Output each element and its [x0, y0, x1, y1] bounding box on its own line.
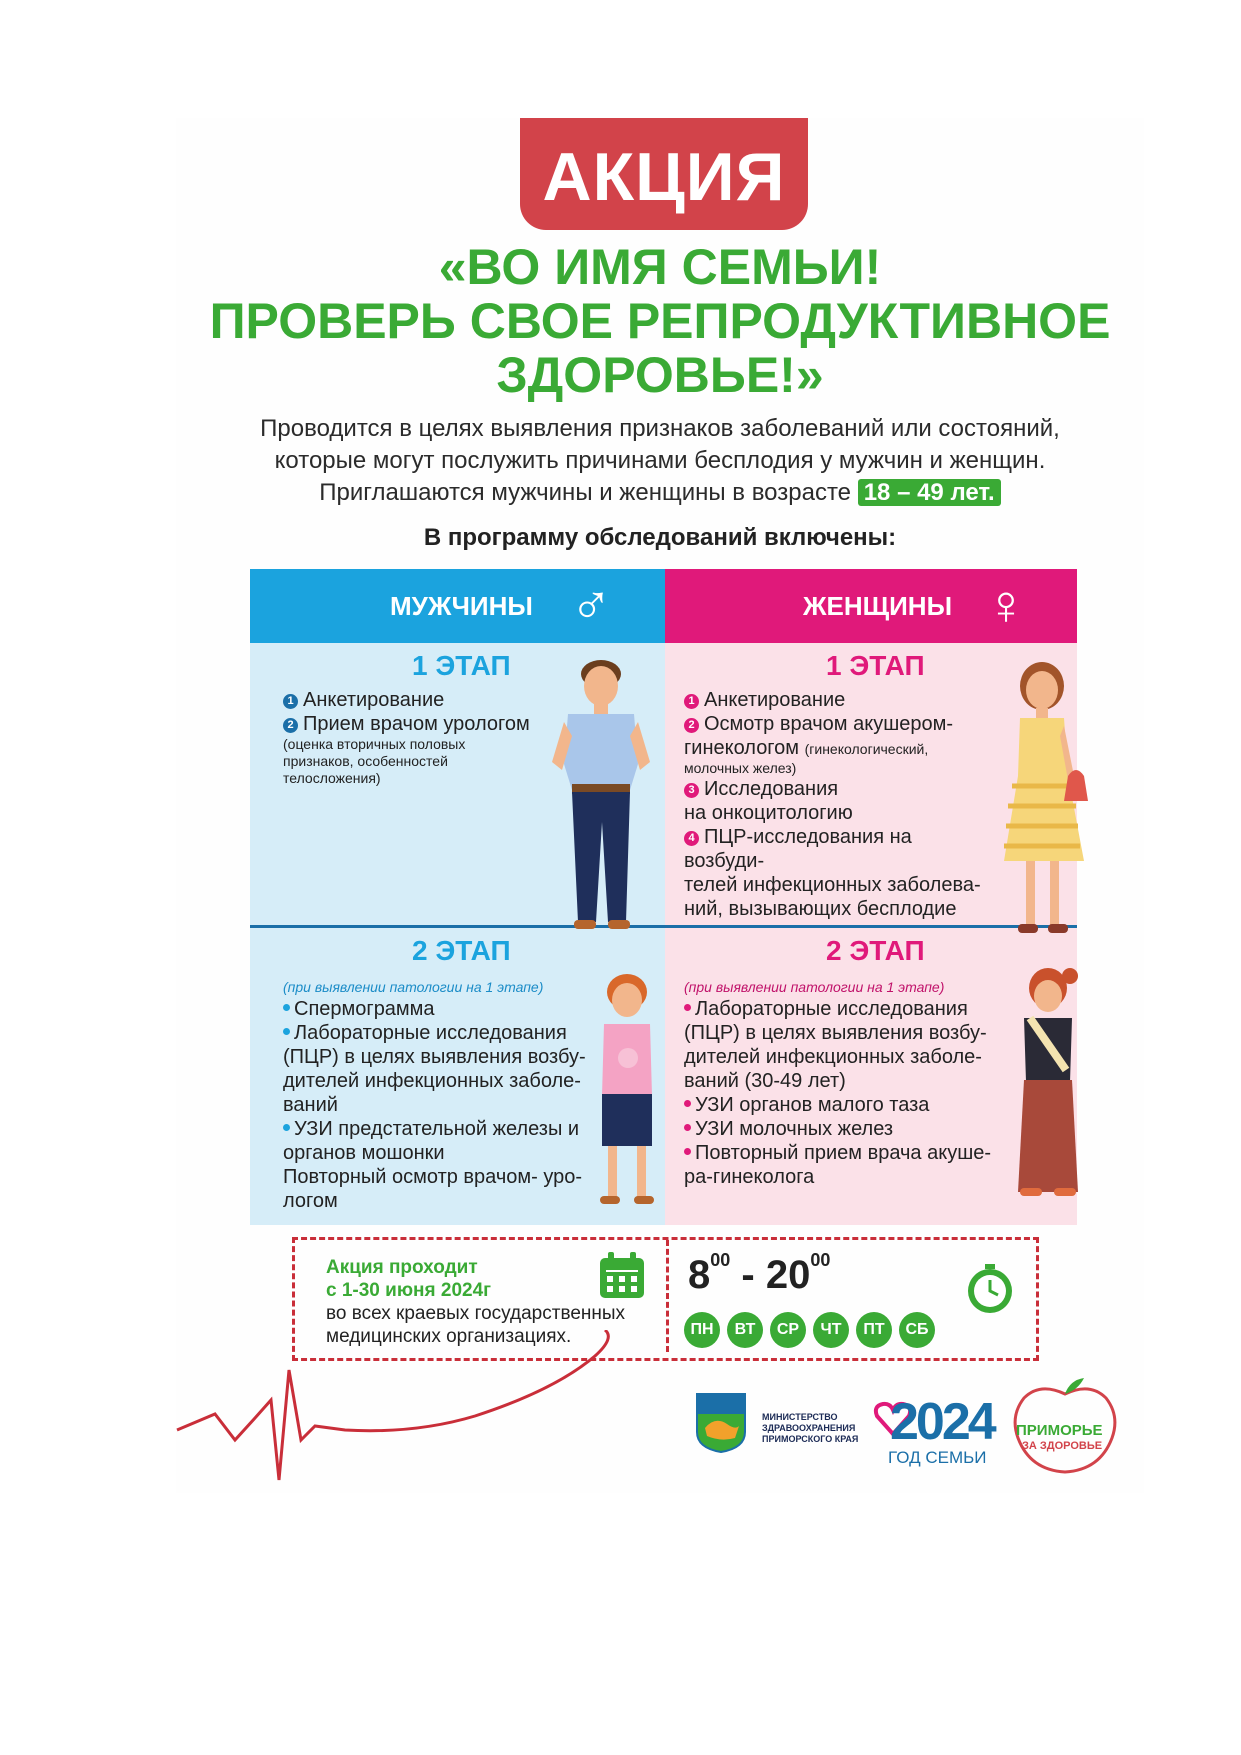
program-title: В программу обследований включены: — [423, 524, 897, 551]
list-item-cont: ваний (30-49 лет) — [684, 1070, 846, 1092]
primorye-logo-sub: ЗА ЗДОРОВЬЕ — [1022, 1440, 1103, 1452]
list-item: Лабораторные исследования — [283, 1021, 593, 1045]
women-header-label: ЖЕНЩИНЫ — [803, 591, 953, 621]
list-item-cont: ний, вызывающих бесплодие — [684, 898, 957, 920]
weekdays — [684, 1312, 942, 1348]
list-item: Спермограмма — [283, 997, 593, 1021]
primorye-logo: ПРИМОРЬЕ — [1016, 1422, 1103, 1439]
day-badge: ВТ — [727, 1312, 763, 1348]
day-badge: ПТ — [856, 1312, 892, 1348]
calendar-icon — [597, 1250, 647, 1300]
list-item-cont: органов мошонки — [283, 1142, 445, 1164]
list-item: УЗИ органов малого таза — [684, 1093, 1004, 1117]
year-logo: 2024 — [890, 1393, 994, 1451]
intro-line: которые могут послужить причинами бесплодия у мужчин и женщин. — [274, 447, 1046, 474]
headline-line: ЗДОРОВЬЕ!» — [496, 347, 824, 403]
bullet-icon — [684, 1124, 691, 1131]
day-badge: ЧТ — [813, 1312, 849, 1348]
women-stage1-list — [684, 688, 994, 921]
women-stage2-title: 2 ЭТАП — [826, 935, 925, 966]
ministry-logo-text: МИНИСТЕРСТВО ЗДРАВООХРАНЕНИЯ ПРИМОРСКОГО КРАЯ — [762, 1412, 859, 1444]
list-item: 3 Исследования — [684, 777, 994, 801]
number-marker: 3 — [684, 783, 699, 798]
list-item-cont: телей инфекционных заболева- — [684, 874, 981, 896]
women-stage2-list — [684, 997, 1004, 1189]
list-item-cont: дителей инфекционных заболе- — [684, 1046, 982, 1068]
number-marker: 4 — [684, 831, 699, 846]
list-item-cont: логом — [283, 1190, 338, 1212]
bullet-icon — [684, 1100, 691, 1107]
bullet-icon — [283, 1004, 290, 1011]
headline — [200, 240, 1120, 402]
bullet-icon — [684, 1148, 691, 1155]
headline-line: ПРОВЕРЬ СВОЕ РЕПРОДУКТИВНОЕ — [209, 293, 1111, 349]
men-header-label: МУЖЧИНЫ — [390, 591, 533, 621]
intro-line: Приглашаются мужчины и женщины в возрасте 18 – 49 лет. — [230, 477, 1090, 509]
intro-line: Проводится в целях выявления признаков заболеваний или состояний, — [260, 415, 1060, 442]
number-marker: 2 — [283, 718, 298, 733]
list-item: УЗИ предстательной железы и — [283, 1117, 593, 1141]
number-marker: 1 — [283, 694, 298, 709]
men-stage2-note: (при выявлении патологии на 1 этапе) — [283, 979, 544, 995]
number-marker: 1 — [684, 694, 699, 709]
list-item-cont: (ПЦР) в целях выявления возбу- — [684, 1022, 987, 1044]
list-note: молочных желез) — [684, 760, 797, 776]
bullet-icon — [283, 1028, 290, 1035]
men-stage1-title: 1 ЭТАП — [412, 650, 511, 681]
list-item: 4 ПЦР-исследования на возбуди- — [684, 826, 912, 872]
list-item-cont: гинекологом (гинекологический, — [684, 737, 929, 759]
list-item: 2 Осмотр врачом акушером- — [684, 712, 994, 736]
day-badge: СБ — [899, 1312, 935, 1348]
women-stage1-title: 1 ЭТАП — [826, 650, 925, 681]
schedule-text: Акция проходит с 1-30 июня 2024г во всех краевых государственных медицинских организациях. — [326, 1257, 626, 1347]
man-illustration — [546, 652, 656, 942]
men-header — [250, 569, 665, 643]
year-caption: ГОД СЕМЬИ — [888, 1448, 987, 1467]
headline-line: «ВО ИМЯ СЕМЬИ! — [438, 239, 882, 295]
woman-illustration — [998, 656, 1098, 941]
list-item-cont: на онкоцитологию — [684, 802, 853, 824]
day-badge: ПН — [684, 1312, 720, 1348]
number-marker: 2 — [684, 718, 699, 733]
promo-badge: АКЦИЯ — [520, 118, 808, 230]
list-note: (оценка вторичных половых признаков, особенностей телосложения) — [283, 736, 466, 786]
female-symbol-icon: ♀ — [985, 573, 1027, 636]
list-item: УЗИ молочных желез — [684, 1117, 1004, 1141]
male-symbol-icon: ♂ — [570, 573, 612, 636]
list-item: 1 Анкетирование — [684, 688, 994, 712]
women-stage2-note: (при выявлении патологии на 1 этапе) — [684, 979, 945, 995]
women-header — [665, 569, 1077, 643]
boy-illustration — [592, 968, 662, 1218]
age-range-badge: 18 – 49 лет. — [858, 479, 1001, 506]
list-item: 1 Анкетирование — [283, 688, 573, 712]
list-item-cont: ваний — [283, 1094, 338, 1116]
list-item: Повторный прием врача акуше- — [684, 1141, 1004, 1165]
men-stage1-list — [283, 688, 573, 787]
intro-text — [230, 413, 1090, 509]
bullet-icon — [684, 1004, 691, 1011]
heartbeat-line — [175, 1330, 695, 1490]
stage-divider — [250, 925, 1077, 928]
coat-of-arms-icon — [695, 1392, 747, 1454]
bullet-icon — [283, 1124, 290, 1131]
list-item: Лабораторные исследования — [684, 997, 1004, 1021]
list-item: 2 Прием врачом урологом — [283, 712, 573, 736]
day-badge: СР — [770, 1312, 806, 1348]
list-item-cont: ра-гинеколога — [684, 1166, 815, 1188]
list-item-cont: (ПЦР) в целях выявления возбу- — [283, 1046, 586, 1068]
girl-illustration — [1010, 962, 1090, 1218]
men-stage2-title: 2 ЭТАП — [412, 935, 511, 966]
working-hours: $8^{00} - 20^{00}$ — [688, 1250, 831, 1297]
list-item-cont: Повторный осмотр врачом- уро- — [283, 1166, 583, 1188]
clock-icon — [963, 1262, 1017, 1316]
men-stage2-list — [283, 997, 593, 1213]
list-item-cont: дителей инфекционных заболе- — [283, 1070, 581, 1092]
